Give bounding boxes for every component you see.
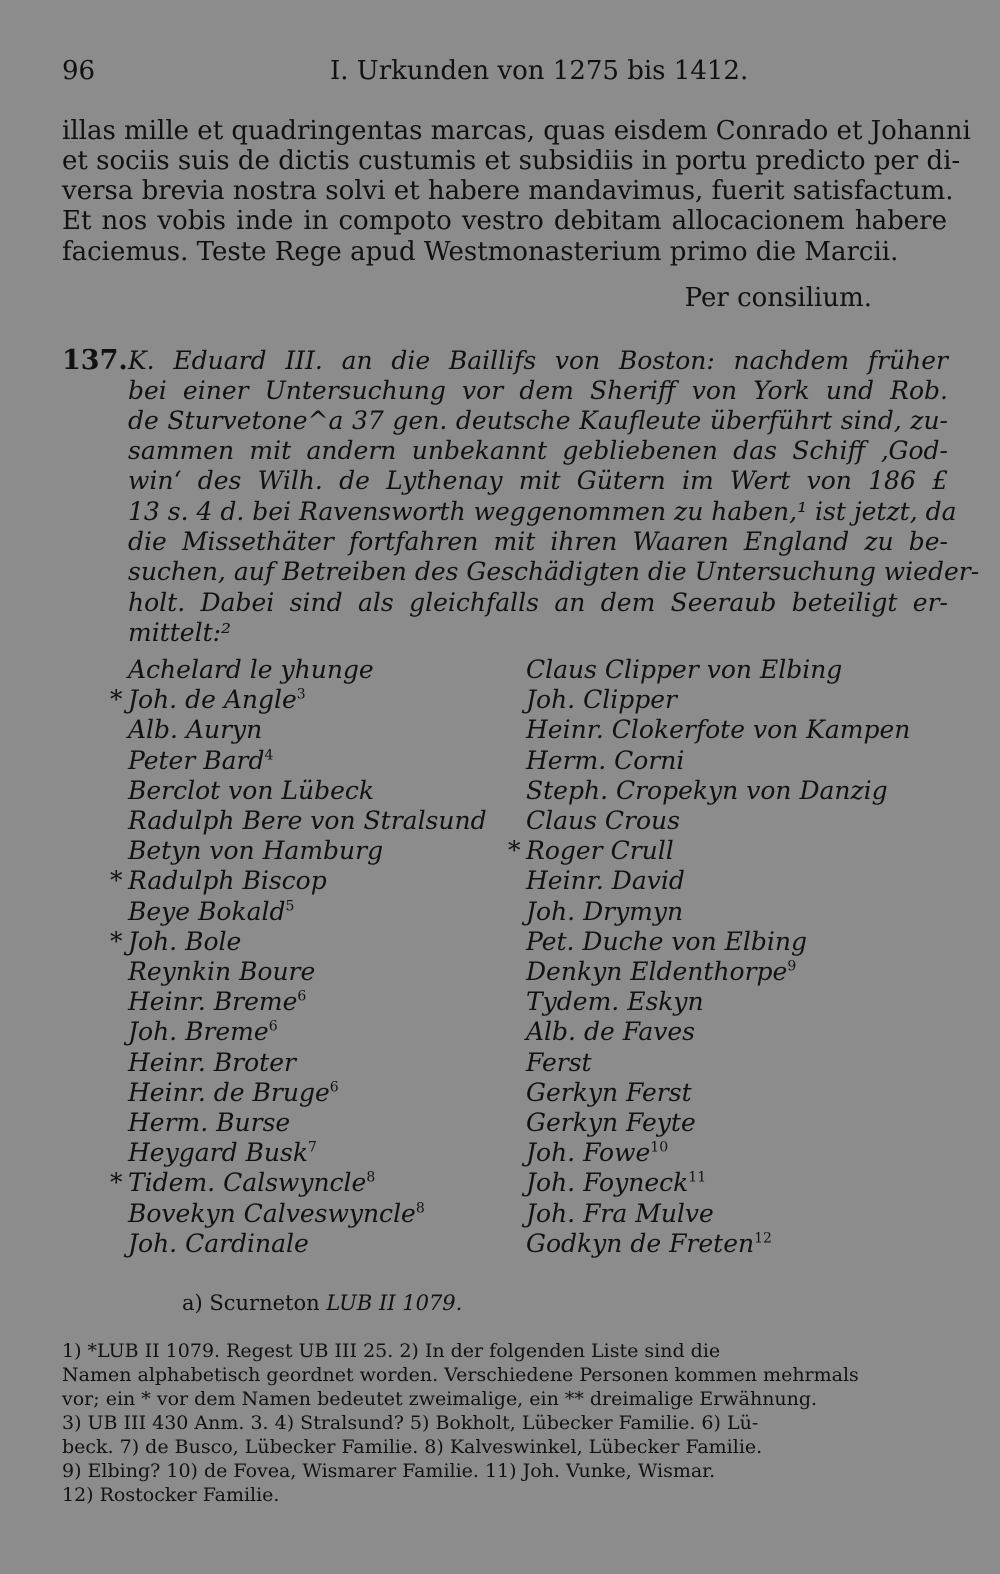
person-name: Joh. Cardinale: [128, 1228, 309, 1258]
regest-line: K. Eduard III. an die Baillifs von Boston: nachdem früher: [128, 346, 948, 375]
regest-line: sammen mit andern unbekannt gebliebenen das Schiff ‚God-: [128, 436, 948, 465]
person-name: Joh. Clipper: [526, 685, 677, 715]
name-entry: [526, 957, 796, 986]
name-entry: [128, 1048, 296, 1077]
name-entry: [526, 927, 807, 956]
name-entry: [128, 957, 315, 986]
name-entry: [526, 685, 677, 714]
regest-line: bei einer Untersuchung vor dem Sheriff von York und Rob.: [128, 376, 948, 405]
person-name: Achelard le yhunge: [128, 655, 374, 684]
person-name: Joh. Foyneck: [526, 1168, 689, 1198]
footnote-ref: 6: [268, 1019, 278, 1036]
name-entry: [128, 715, 262, 744]
name-entry: [128, 1078, 339, 1107]
footnote-ref: 11: [688, 1170, 707, 1187]
person-name: Roger Crull: [526, 836, 674, 866]
name-entry: [526, 715, 910, 744]
document-number: 137.: [62, 345, 128, 376]
name-entry: [526, 1078, 692, 1107]
name-entry: [526, 806, 680, 835]
person-name: Joh. Bole: [128, 926, 242, 956]
footnote-ref: 6: [297, 988, 307, 1005]
name-entry: [526, 655, 842, 684]
name-entry: [508, 836, 674, 866]
person-name: Radulph Biscop: [128, 866, 327, 896]
name-entry: [526, 1229, 772, 1258]
person-name: Herm. Corni: [526, 745, 685, 775]
person-name: Joh. Fowe: [526, 1138, 651, 1168]
person-name: Peter Bard: [128, 745, 265, 775]
regest-line: 13 s. 4 d. bei Ravensworth weggenommen zu haben,¹ ist jetzt, da: [128, 497, 957, 526]
name-entry: [128, 1229, 309, 1258]
person-name: Gerkyn Ferst: [526, 1077, 692, 1107]
signature-line: Per consilium.: [684, 283, 872, 313]
body-line: Et nos vobis inde in compoto vestro debitam allocacionem habere: [62, 206, 947, 236]
person-name: Heygard Busk: [128, 1138, 308, 1168]
name-entry: [526, 776, 888, 805]
person-name: Reynkin Boure: [128, 957, 316, 986]
footnote-line: 12) Rostocker Familie.: [62, 1484, 280, 1506]
name-entry: [110, 926, 242, 956]
footnote-ref: 12: [754, 1230, 772, 1247]
footnote-ref: 6: [329, 1079, 339, 1096]
person-name: Heinr. Breme: [128, 987, 298, 1017]
name-entry: [526, 1138, 668, 1167]
person-name: Joh. Drymyn: [526, 896, 684, 926]
body-line: versa brevia nostra solvi et habere mandavimus, fuerit satisfactum.: [62, 176, 954, 206]
repeat-mark: *: [110, 926, 123, 956]
footnote-ref: 9: [787, 958, 797, 975]
footnote-line: 1) *LUB II 1079. Regest UB III 25. 2) In der folgenden Liste sind die: [62, 1340, 721, 1362]
name-entry: [128, 746, 273, 775]
variant-note: [182, 1291, 462, 1315]
regest-line: mittelt:²: [128, 618, 232, 647]
repeat-mark: *: [110, 685, 123, 715]
name-entry: [110, 685, 306, 715]
name-entry: [128, 836, 383, 865]
footnote-ref: 5: [285, 898, 295, 915]
person-name: Heinr. Broter: [128, 1047, 296, 1077]
footnote-ref: 8: [366, 1170, 376, 1187]
regest-line: die Missethäter fortfahren mit ihren Waaren England zu be-: [128, 527, 948, 556]
footnote-line: 9) Elbing? 10) de Fovea, Wismarer Familie. 11) Joh. Vunke, Wismar.: [62, 1460, 716, 1482]
person-name: Gerkyn Feyte: [526, 1108, 696, 1137]
name-entry: [110, 1168, 376, 1198]
person-name: Heinr. David: [526, 866, 685, 896]
person-name: Claus Crous: [526, 806, 680, 835]
name-entry: [128, 1017, 278, 1046]
name-entry: [526, 1108, 696, 1137]
footnote-line: 3) UB III 430 Anm. 3. 4) Stralsund? 5) Bokholt, Lübecker Familie. 6) Lü-: [62, 1412, 759, 1434]
footnote-ref: 8: [415, 1200, 425, 1217]
name-entry: [128, 655, 374, 684]
person-name: Heinr. de Bruge: [128, 1077, 330, 1107]
person-name: Herm. Burse: [128, 1108, 291, 1137]
person-name: Betyn von Hamburg: [128, 836, 384, 866]
name-entry: [128, 1108, 290, 1137]
person-name: Joh. Breme: [128, 1017, 269, 1047]
body-line: faciemus. Teste Rege apud Westmonasterium primo die Marcii.: [62, 237, 899, 267]
name-entry: [526, 746, 684, 775]
person-name: Berclot von Lübeck: [128, 775, 375, 805]
person-name: Steph. Cropekyn von Danzig: [526, 775, 888, 805]
person-name: Tidem. Calswyncle: [128, 1168, 367, 1198]
footnote-line: beck. 7) de Busco, Lübecker Familie. 8) Kalveswinkel, Lübecker Familie.: [62, 1436, 763, 1458]
body-line: illas mille et quadringentas marcas, quas eisdem Conrado et Johanni: [62, 116, 971, 146]
regest-line: de Sturvetone^a 37 gen. deutsche Kaufleute überführt sind, zu-: [128, 406, 948, 435]
repeat-mark: *: [508, 836, 521, 866]
name-entry: [526, 1048, 592, 1077]
name-entry: [110, 866, 327, 896]
name-entry: [128, 987, 306, 1016]
repeat-mark: *: [110, 1168, 123, 1198]
running-title: I. Urkunden von 1275 bis 1412.: [330, 56, 749, 86]
person-name: Claus Clipper von Elbing: [526, 655, 843, 684]
person-name: Godkyn de Freten: [526, 1228, 755, 1258]
name-entry: [526, 1017, 695, 1046]
footnote-ref: 10: [650, 1139, 669, 1156]
variant-note-label: a) Scurneton: [182, 1291, 320, 1315]
person-name: Bovekyn Calveswyncle: [128, 1198, 416, 1228]
variant-note-ref: LUB II 1079.: [326, 1291, 463, 1315]
name-entry: [128, 1199, 425, 1228]
regest-line: suchen, auf Betreiben des Geschädigten die Untersuchung wieder-: [128, 557, 980, 586]
person-name: Alb. de Faves: [526, 1017, 695, 1047]
person-name: Pet. Duche von Elbing: [526, 926, 807, 956]
footnote-line: Namen alphabetisch geordnet worden. Verschiedene Personen kommen mehrmals: [62, 1364, 859, 1386]
name-entry: [526, 866, 685, 895]
person-name: Alb. Auryn: [128, 715, 263, 745]
name-entry: [128, 806, 487, 835]
footnote-ref: 7: [307, 1139, 317, 1156]
name-entry: [128, 776, 374, 805]
person-name: Ferst: [526, 1047, 592, 1077]
footnote-ref: 3: [296, 686, 306, 703]
person-name: Heinr. Clokerfote von Kampen: [526, 715, 911, 745]
name-entry: [526, 897, 683, 926]
person-name: Joh. Fra Mulve: [526, 1198, 714, 1228]
name-entry: [526, 1199, 714, 1228]
regest-line: win‘ des Wilh. de Lythenay mit Gütern im Wert von 186 £: [128, 466, 948, 495]
footnote-line: vor; ein * vor dem Namen bedeutet zweimalige, ein ** dreimalige Erwähnung.: [62, 1388, 818, 1410]
person-name: Beye Bokald: [128, 896, 286, 926]
body-line: et sociis suis de dictis custumis et subsidiis in portu predicto per di-: [62, 146, 961, 176]
footnote-ref: 4: [264, 747, 274, 764]
name-entry: [526, 987, 704, 1016]
repeat-mark: *: [110, 866, 123, 896]
person-name: Tydem. Eskyn: [526, 987, 704, 1017]
person-name: Joh. de Angle: [128, 685, 297, 715]
regest-line: holt. Dabei sind als gleichfalls an dem Seeraub beteiligt er-: [128, 588, 948, 617]
name-entry: [128, 1138, 317, 1167]
name-entry: [526, 1168, 706, 1197]
page-number: 96: [62, 56, 96, 86]
name-entry: [128, 897, 294, 926]
person-name: Radulph Bere von Stralsund: [128, 806, 487, 835]
person-name: Denkyn Eldenthorpe: [526, 957, 788, 986]
